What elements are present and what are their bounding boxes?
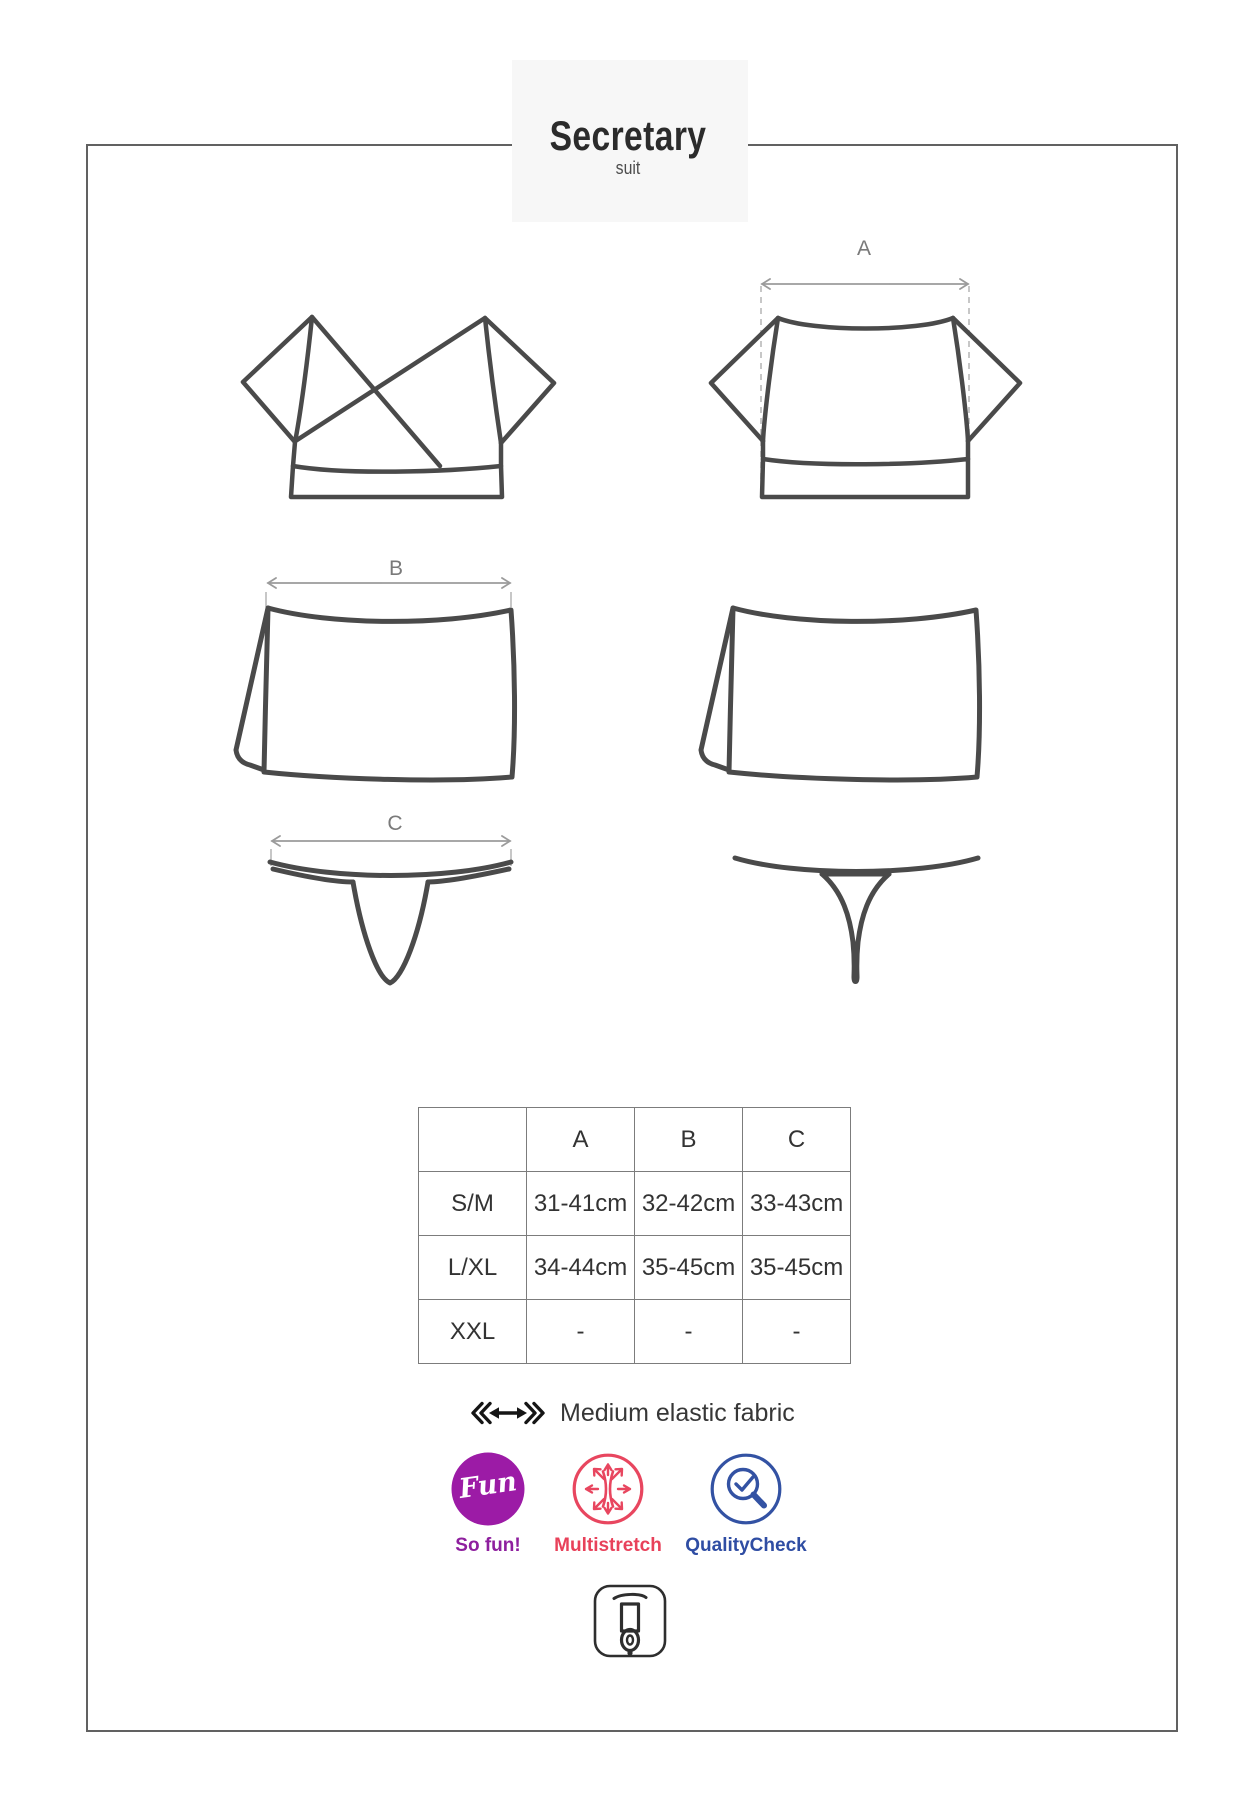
skirt-front-drawing (236, 608, 515, 780)
table-row (419, 1236, 851, 1300)
size-label: S/M (419, 1172, 527, 1236)
table-corner-cell (419, 1108, 527, 1172)
thong-front-drawing (270, 862, 511, 983)
table-header-row (419, 1108, 851, 1172)
cell-value: 35-45cm (743, 1236, 851, 1300)
measure-arrows (268, 279, 968, 846)
hanger-loop-care-icon (593, 1584, 667, 1658)
column-header-c: C (743, 1108, 851, 1172)
badge-label: QualityCheck (685, 1535, 807, 1556)
badge-so-fun (418, 1452, 558, 1557)
multistretch-icon (571, 1452, 645, 1526)
size-table (418, 1107, 851, 1364)
column-header-a: A (527, 1108, 635, 1172)
dim-label-a: A (856, 237, 872, 260)
badge-qualitycheck (676, 1452, 816, 1557)
badge-label: Multistretch (554, 1535, 662, 1556)
stretch-arrow-icon (470, 1400, 546, 1426)
size-label: XXL (419, 1300, 527, 1364)
dim-label-c: C (387, 812, 403, 835)
cell-value: 33-43cm (743, 1172, 851, 1236)
cell-value: 35-45cm (635, 1236, 743, 1300)
fabric-note (470, 1398, 795, 1428)
page-subtitle: suit (615, 158, 641, 178)
cell-value: - (635, 1300, 743, 1364)
cell-value: - (743, 1300, 851, 1364)
table-row (419, 1300, 851, 1364)
top-front-drawing (243, 317, 554, 497)
quality-check-icon (709, 1452, 783, 1526)
dim-label-b: B (388, 557, 404, 580)
table-row (419, 1172, 851, 1236)
thong-back-drawing (735, 858, 978, 982)
column-header-b: B (635, 1108, 743, 1172)
fun-icon-text: Fun (457, 1466, 519, 1505)
cell-value: 32-42cm (635, 1172, 743, 1236)
cell-value: - (527, 1300, 635, 1364)
skirt-back-drawing (701, 608, 980, 780)
page-title: Secretary (549, 112, 707, 159)
cell-value: 31-41cm (527, 1172, 635, 1236)
top-back-drawing (711, 318, 1020, 497)
fabric-note-text: Medium elastic fabric (560, 1399, 795, 1427)
cell-value: 34-44cm (527, 1236, 635, 1300)
badge-multistretch (538, 1452, 678, 1557)
badge-label: So fun! (455, 1535, 521, 1556)
size-label: L/XL (419, 1236, 527, 1300)
